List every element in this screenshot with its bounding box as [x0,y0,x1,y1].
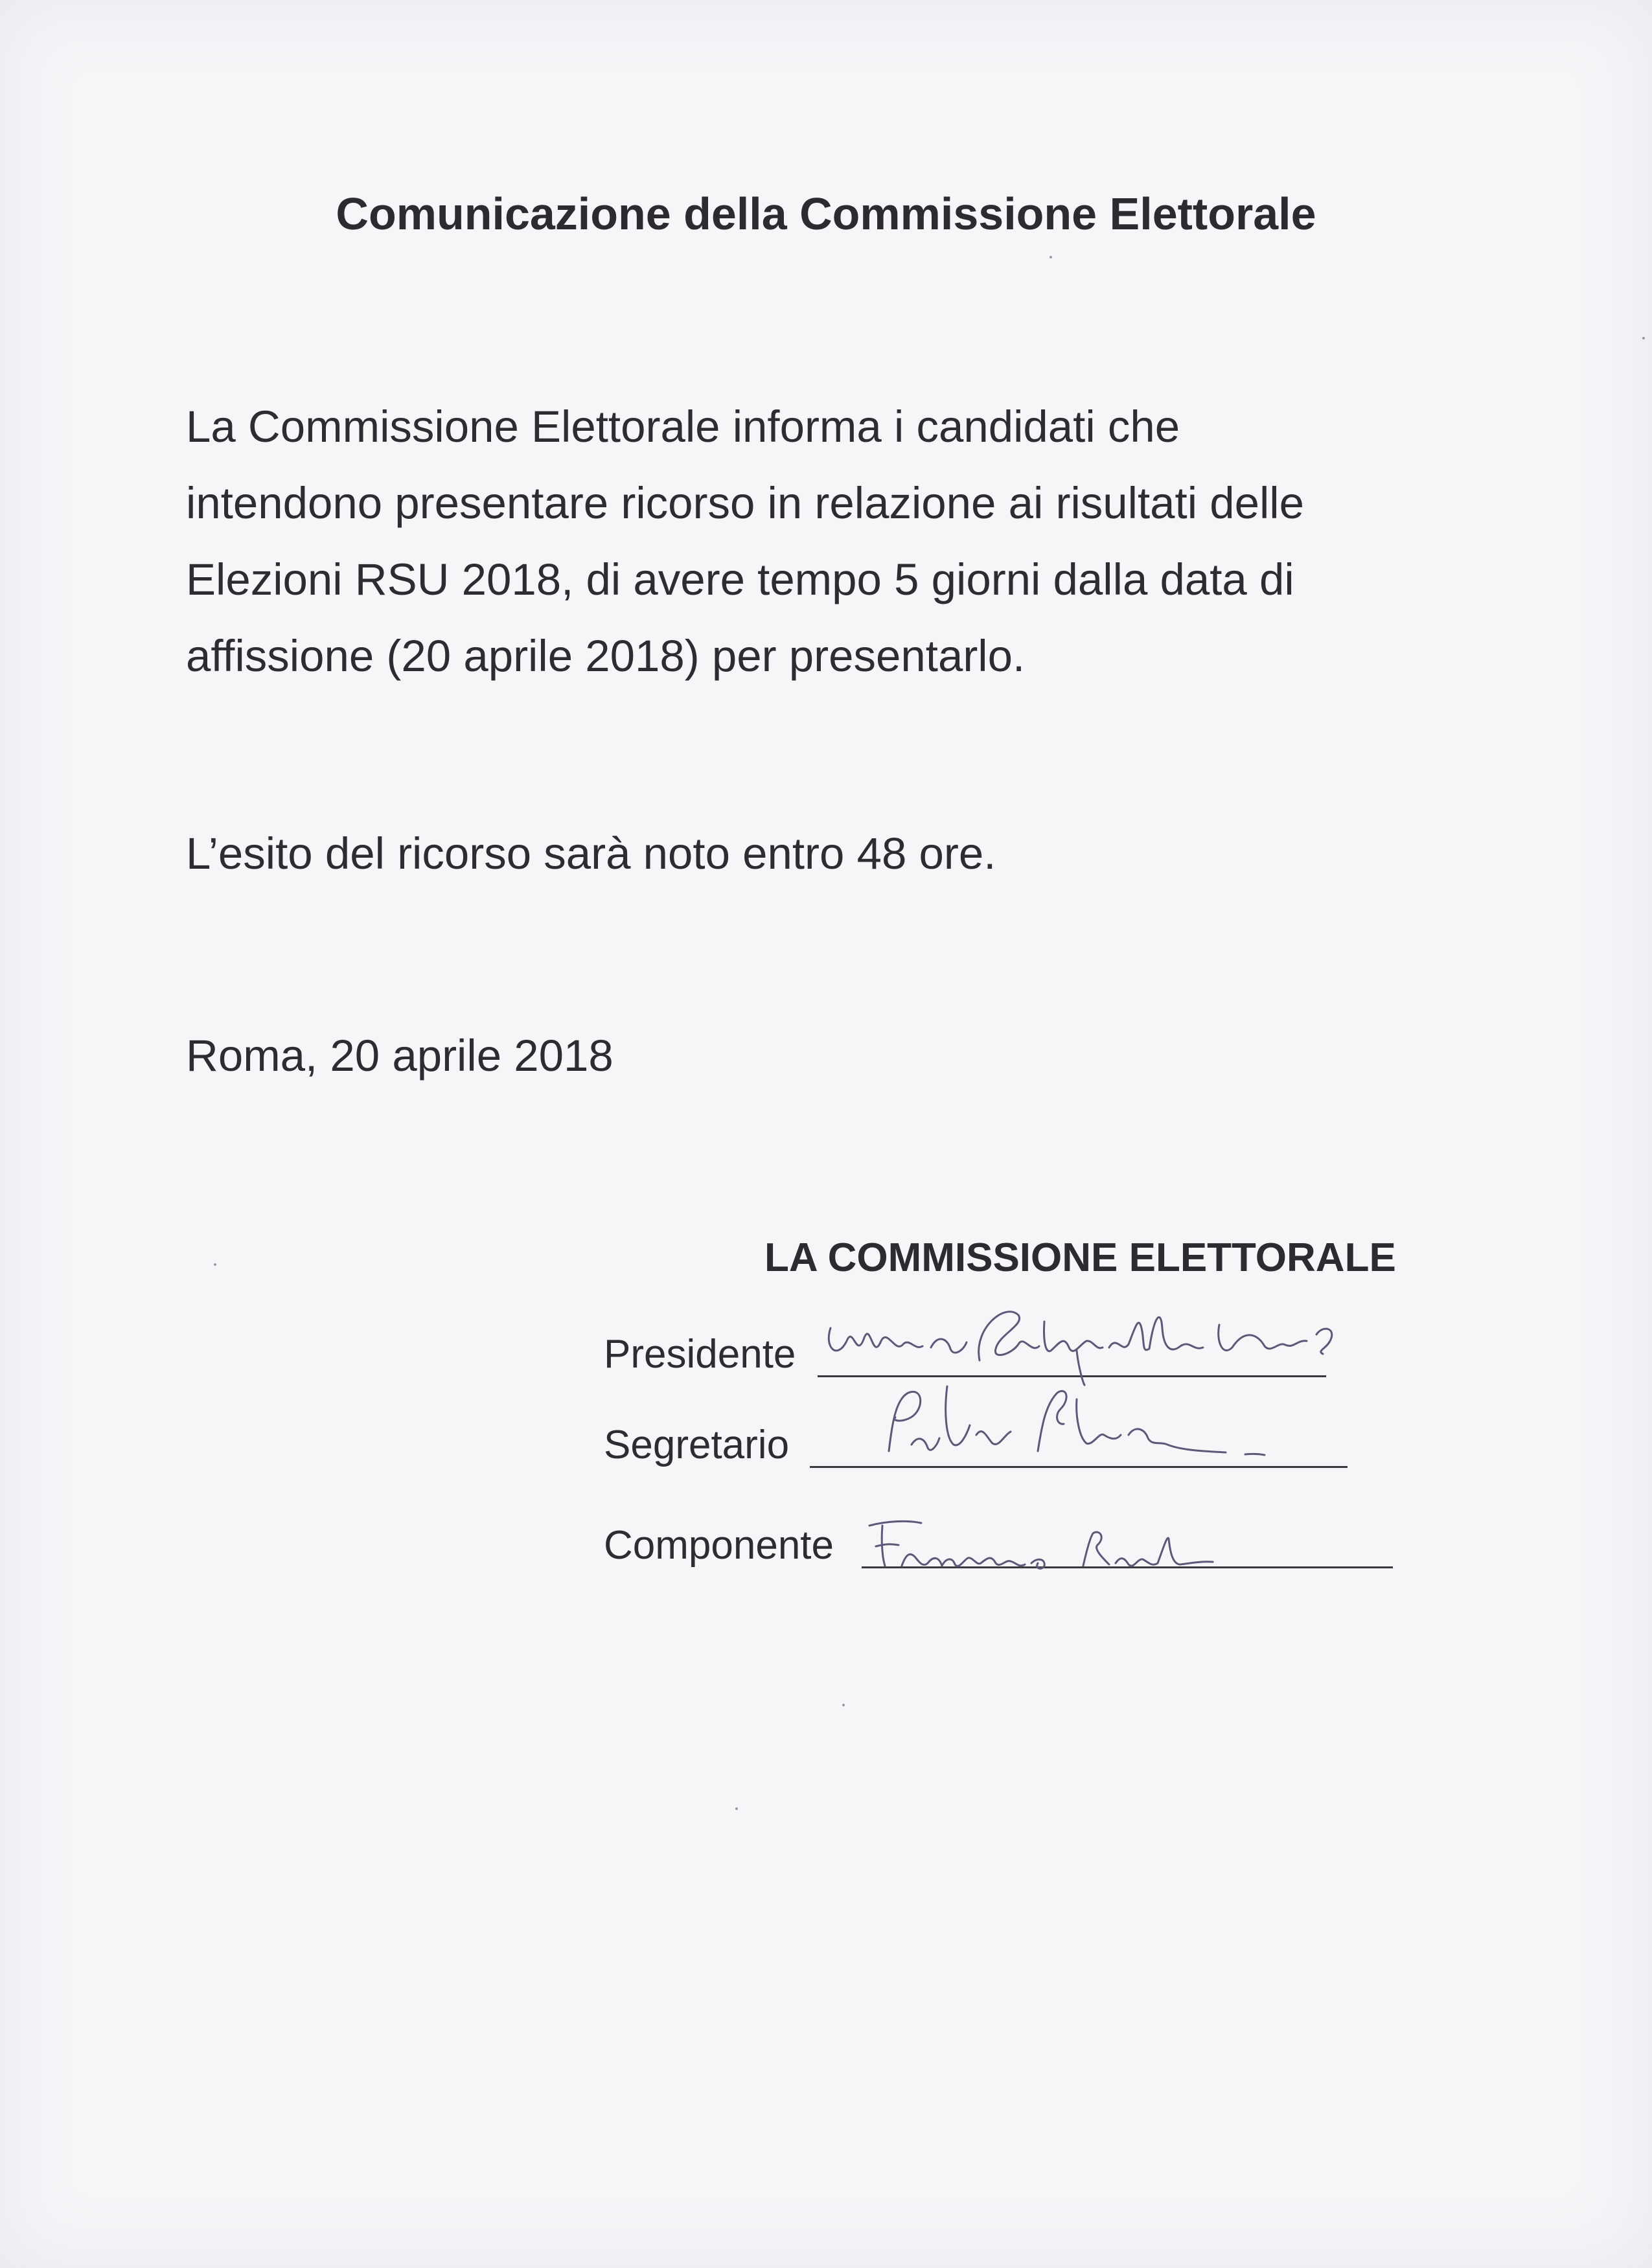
paragraph-line: La Commissione Elettorale informa i candidati che [186,402,1180,452]
signature-row-secretary [604,1406,1394,1477]
president-label: Presidente [604,1332,796,1377]
announcement-paragraph [186,389,1533,694]
member-signature [863,1506,1265,1577]
president-signature [818,1289,1362,1386]
secretary-signature [863,1373,1278,1477]
signature-row-member [604,1506,1394,1577]
paragraph-line: intendono presentare ricorso in relazione ai risultati delle [186,478,1304,528]
place-date: Roma, 20 aprile 2018 [186,1031,614,1081]
secretary-label: Segretario [604,1423,790,1467]
scan-speck [842,1704,845,1706]
scan-speck [1642,337,1645,339]
document-title: Comunicazione della Commissione Elettorale [336,189,1316,239]
paragraph-line: Elezioni RSU 2018, di avere tempo 5 giorni dalla data di [186,555,1294,604]
scan-speck [1050,256,1052,258]
member-label: Componente [604,1523,834,1568]
paragraph-line: affissione (20 aprile 2018) per presentarlo. [186,631,1026,681]
outcome-paragraph: L’esito del ricorso sarà noto entro 48 ore. [186,829,996,878]
scan-speck [214,1263,216,1266]
scan-speck [735,1807,738,1810]
commission-heading: LA COMMISSIONE ELETTORALE [764,1235,1396,1280]
